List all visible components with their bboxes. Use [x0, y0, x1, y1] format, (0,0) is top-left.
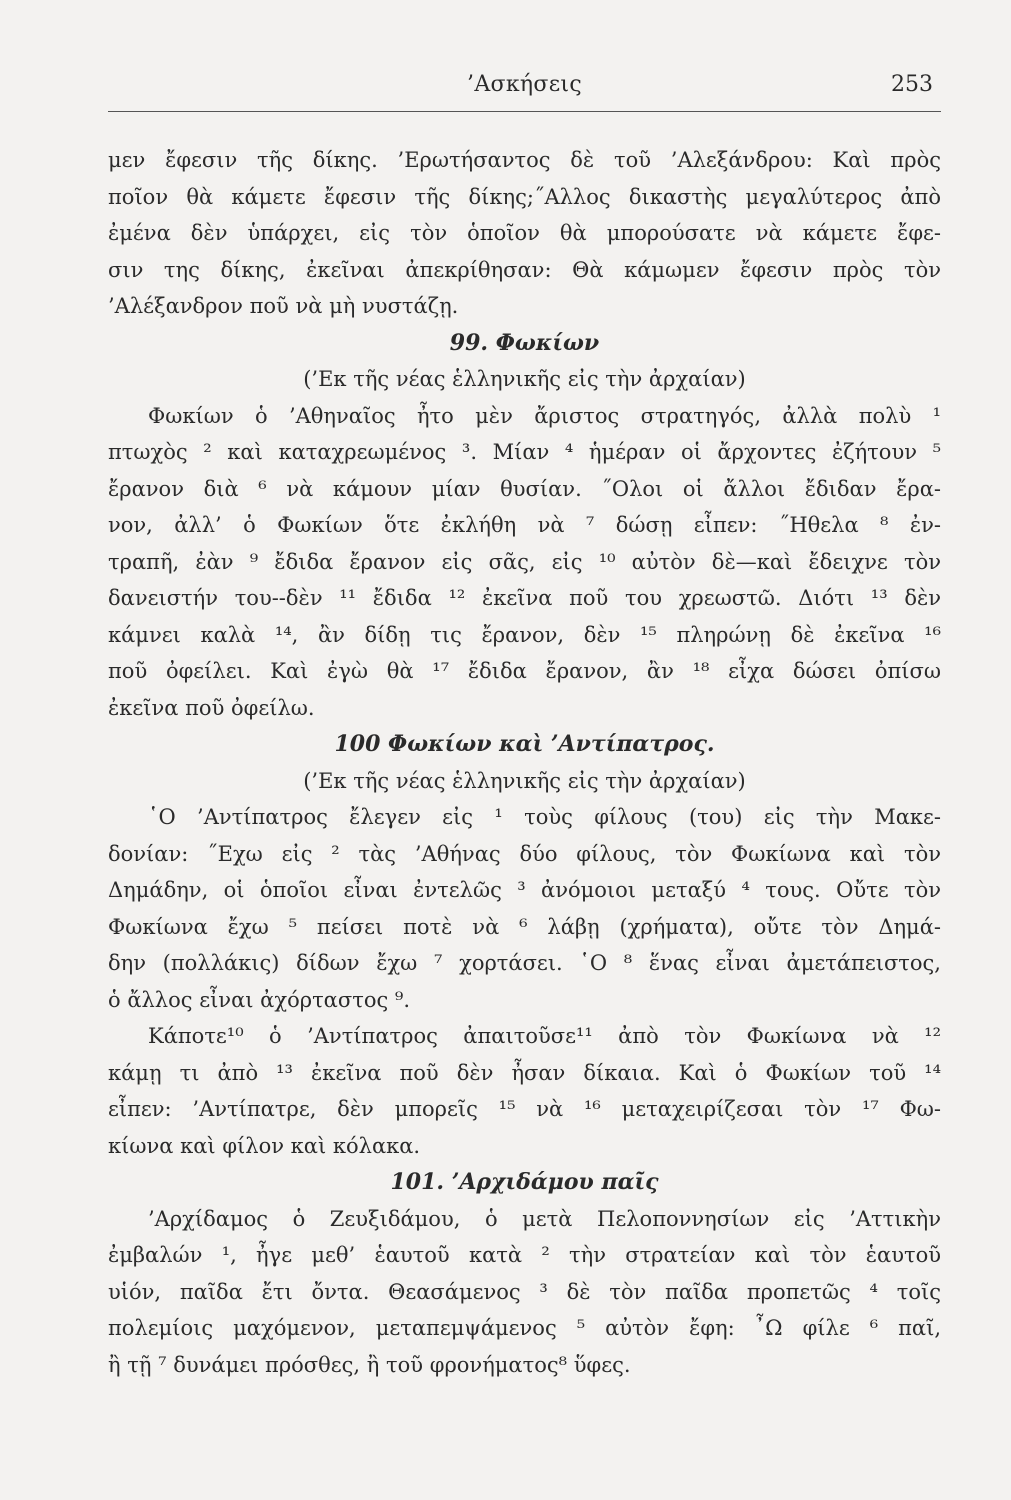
text-line: δονίαν: ˝Εχω εἰς ² τὰς ’Αθήνας δύο φίλους, τὸν Φωκίωνα καὶ τὸν [108, 841, 941, 866]
text-line: δανειστήν του--δὲν ¹¹ ἔδιδα ¹² ἐκεῖνα ποῦ του χρεωστῶ. Διότι ¹³ δὲν [108, 586, 941, 610]
page-number: 253 [891, 72, 933, 97]
running-title: ’Ασκήσεις [467, 72, 582, 97]
text-line: Φωκίων ὁ ’Αθηναῖος ἦτο μὲν ἄριστος στρατηγός, ἀλλὰ πολὺ ¹ [148, 403, 941, 428]
text-line: μεν ἔφεσιν τῆς δίκης. ’Ερωτήσαντος δὲ τοῦ ’Αλεξάνδρου: Καὶ πρὸς [108, 148, 941, 172]
text-line: ποῦ ὀφείλει. Καὶ ἐγὼ θὰ ¹⁷ ἔδιδα ἔρανον, ἂν ¹⁸ εἶχα δώσει ὀπίσω [108, 659, 941, 683]
header-rule [108, 111, 941, 112]
section-heading: 100 Φωκίων καὶ ’Αντίπατρος. [334, 731, 715, 757]
text-line: νον, ἀλλ’ ὁ Φωκίων ὅτε ἐκλήθη νὰ ⁷ δώσῃ εἶπεν: ˝Ηθελα ⁸ ἐν- [108, 513, 941, 537]
text-line: ῾Ο ’Αντίπατρος ἔλεγεν εἰς ¹ τοὺς φίλους (του) εἰς τὴν Μακε- [148, 805, 941, 829]
text-line: (’Εκ τῆς νέας ἑλληνικῆς εἰς τὴν ἀρχαίαν) [303, 367, 746, 391]
text-line: ἐμένα δὲν ὑπάρχει, εἰς τὸν ὁποῖον θὰ μπορούσατε νὰ κάμετε ἔφε- [108, 221, 941, 245]
text-line: πολεμίοις μαχόμενον, μεταπεμψάμενος ⁵ αὐτὸν ἔφη: ῏Ω φίλε ⁶ παῖ, [108, 1316, 941, 1340]
page-body [108, 142, 941, 1383]
text-line: υἱόν, παῖδα ἔτι ὄντα. Θεασάμενος ³ δὲ τὸν παῖδα προπετῶς ⁴ τοῖς [108, 1279, 941, 1304]
text-line: Κάποτε¹⁰ ὁ ’Αντίπατρος ἀπαιτοῦσε¹¹ ἀπὸ τὸν Φωκίωνα νὰ ¹² [148, 1024, 941, 1048]
text-line: (’Εκ τῆς νέας ἑλληνικῆς εἰς τὴν ἀρχαίαν) [303, 768, 746, 793]
text-line: κάμῃ τι ἀπὸ ¹³ ἐκεῖνα ποῦ δὲν ἦσαν δίκαια. Καὶ ὁ Φωκίων τοῦ ¹⁴ [108, 1060, 941, 1085]
text-line: κάμνει καλὰ ¹⁴, ἂν δίδῃ τις ἔρανον, δὲν ¹⁵ πληρώνῃ δὲ ἐκεῖνα ¹⁶ [108, 622, 941, 647]
text-line: ποῖον θὰ κάμετε ἔφεσιν τῆς δίκης;˝Αλλος δικαστὴς μεγαλύτερος ἀπὸ [108, 184, 941, 209]
section-heading: 101. ’Αρχιδάμου παῖς [390, 1169, 659, 1195]
text-line: σιν της δίκης, ἐκεῖναι ἀπεκρίθησαν: Θὰ κάμωμεν ἔφεσιν πρὸς τὸν [108, 257, 941, 282]
text-line: δην (πολλάκις) δίδων ἔχω ⁷ χορτάσει. ῾Ο ⁸ ἕνας εἶναι ἀμετάπειστος, [108, 951, 941, 975]
text-line: τραπῆ, ἐὰν ⁹ ἔδιδα ἔρανον εἰς σᾶς, εἰς ¹⁰ αὐτὸν δὲ—καὶ ἔδειχνε τὸν [108, 549, 941, 574]
page-header [108, 66, 941, 112]
text-line: ἔρανον διὰ ⁶ νὰ κάμουν μίαν θυσίαν. ˝Ολοι οἱ ἄλλοι ἔδιδαν ἔρα- [108, 476, 941, 501]
text-line: κίωνα καὶ φίλον καὶ κόλακα. [108, 1133, 421, 1158]
text-line: ’Αλέξανδρον ποῦ νὰ μὴ νυστάζῃ. [108, 294, 459, 318]
text-line: ἐκεῖνα ποῦ ὀφείλω. [108, 695, 315, 720]
text-line: Φωκίωνα ἔχω ⁵ πείσει ποτὲ νὰ ⁶ λάβῃ (χρήματα), οὔτε τὸν Δημά- [108, 914, 941, 939]
section-heading: 99. Φωκίων [449, 329, 600, 356]
text-line: ἐμβαλών ¹, ἦγε μεθ’ ἑαυτοῦ κατὰ ² τὴν στρατείαν καὶ τὸν ἑαυτοῦ [108, 1243, 941, 1267]
text-line: ὁ ἄλλος εἶναι ἀχόρταστος ⁹. [108, 987, 410, 1012]
text-line: εἶπεν: ’Αντίπατρε, δὲν μπορεῖς ¹⁵ νὰ ¹⁶ μεταχειρίζεσαι τὸν ¹⁷ Φω- [108, 1097, 941, 1121]
text-line: Δημάδην, οἱ ὁποῖοι εἶναι ἐντελῶς ³ ἀνόμοιοι μεταξύ ⁴ τους. Οὔτε τὸν [108, 878, 941, 902]
text-line: πτωχὸς ² καὶ καταχρεωμένος ³. Μίαν ⁴ ἡμέραν οἱ ἄρχοντες ἐζήτουν ⁵ [108, 440, 941, 464]
text-line: ἢ τῇ ⁷ δυνάμει πρόσθες, ἢ τοῦ φρονήματος⁸ ὕφες. [108, 1352, 631, 1377]
text-line: ’Αρχίδαμος ὁ Ζευξιδάμου, ὁ μετὰ Πελοποννησίων εἰς ’Αττικὴν [148, 1206, 941, 1231]
